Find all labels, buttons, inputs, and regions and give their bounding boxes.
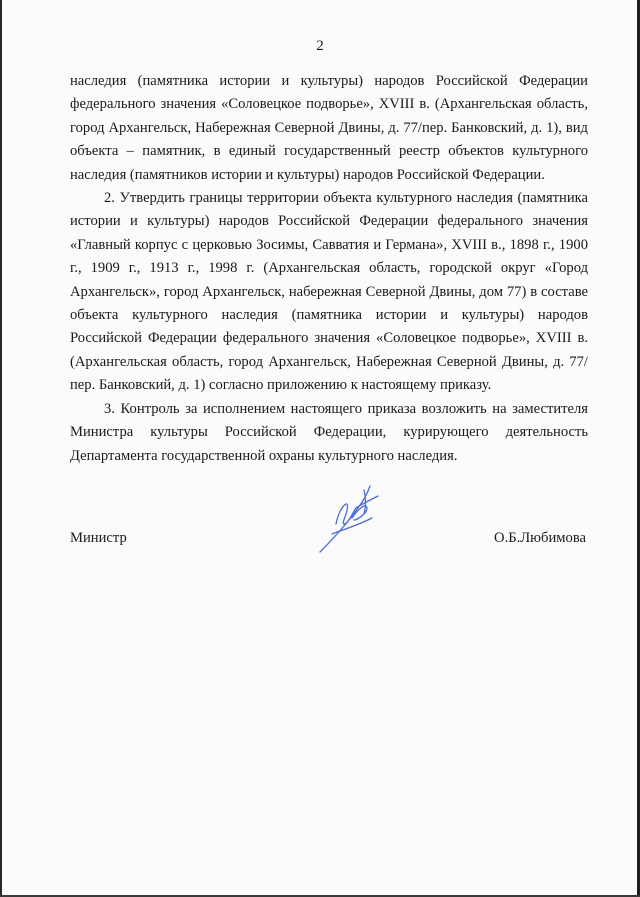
paragraph-item-2: 2. Утвердить границы территории объекта культурного наследия (памятника истории и культуры) народов Российской Федерации федерального значения «Главный корпус с церковью Зосимы, Савватия и Германа», XVIII в., 1898 г., 1900 г., 1909 г., 1913 г., 1998 г. (Архангельская область, городской округ «Город Архангельск», город Архангельск, набережная Северной Двины, дом 77) в составе объекта культурного наследия (памятника истории и культуры) народов Российской Федерации федерального значения «Соловецкое подворье», XVIII в. (Архангельская область, город Архангельск, Набережная Северной Двины, д. 77/пер. Банковский, д. 1) согласно приложению к настоящему приказу. — [70, 190, 588, 394]
signatory-title: Министр — [70, 530, 127, 546]
paragraph-item-3: 3. Контроль за исполнением настоящего приказа возложить на заместителя Министра культуры Российской Федерации, курирующего деятельность Департамента государственной охраны культурного наследия. — [70, 400, 588, 464]
document-body — [70, 70, 588, 468]
paragraph-continuation: наследия (памятника истории и культуры) народов Российской Федерации федерального значения «Соловецкое подворье», XVIII в. (Архангельская область, город Архангельск, Набережная Северной Двины, д. 77/пер. Банковский, д. 1), вид объекта – памятник, в единый государственный реестр объектов культурного наследия (памятников истории и культуры) народов Российской Федерации. — [70, 73, 588, 183]
signatory-name: О.Б.Любимова — [494, 530, 586, 546]
page-number: 2 — [316, 38, 324, 54]
scan-edge-left — [0, 0, 2, 897]
handwritten-signature — [312, 478, 384, 558]
